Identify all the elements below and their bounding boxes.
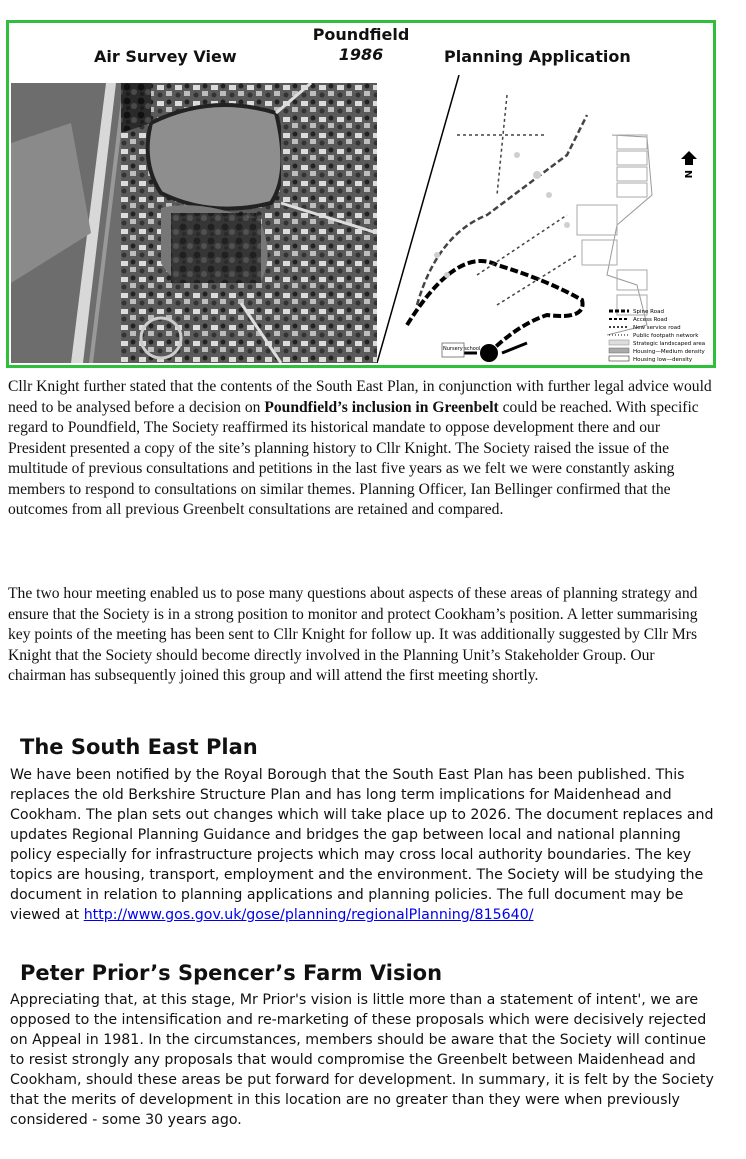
paragraph-text: Cllr Knight further stated that the contents of the South East Plan, in conjunction with further legal advice would need to be analysed before a decision on: [8, 378, 712, 416]
planning-map: [377, 75, 711, 363]
legend-item: New service road: [633, 325, 681, 331]
legend-item: Access Road: [633, 317, 668, 323]
spencers-farm-heading: Peter Prior’s Spencer’s Farm Vision: [20, 961, 443, 985]
legend-item: Strategic landscaped area: [633, 341, 706, 347]
spencers-farm-body: Appreciating that, at this stage, Mr Prior's vision is little more than a statement of intent', we are opposed to the intensification and re-marketing of these proposals which were decisively rejected on Appeal in 1981. In the circumstances, members should be aware that the Society will continue to resist strongly any proposals that would compromise the Greenbelt between Maidenhead and Cookham, should these areas be put forward for development. In summary, it is felt by the Society that the merits of development in this location are no greater than they were when previously considered - some 30 years ago.: [10, 992, 714, 1128]
regional-planning-link[interactable]: http://www.gos.gov.uk/gose/planning/regionalPlanning/815640/: [83, 907, 534, 923]
south-east-plan-heading: The South East Plan: [20, 735, 258, 759]
figure-year: 1986: [338, 45, 384, 64]
aerial-photo: [11, 83, 377, 363]
planning-application-label: Planning Application: [444, 47, 631, 66]
svg-text:N: N: [682, 170, 693, 179]
meeting-paragraph-2: The two hour meeting enabled us to pose many questions about aspects of these areas of planning strategy and ensure that the Society is in a strong position to monitor and protect Cookham’s position. A letter summarising key points of the meeting has been sent to Cllr Knight for follow up. It was additionally suggested by Cllr Mrs Knight that the Society should become directly involved in the Planning Unit’s Stakeholder Group. Our chairman has subsequently joined this group and will attend the first meeting shortly.: [8, 585, 698, 684]
paragraph-bold-text: Poundfield’s inclusion in Greenbelt: [264, 398, 499, 416]
legend-item: Housing low—density: [633, 357, 693, 363]
poundfield-figure: [6, 20, 716, 368]
air-survey-label: Air Survey View: [94, 47, 237, 66]
nursery-school-label: Nursery school: [443, 346, 481, 352]
paragraph-text: could be reached. With specific regard to Poundfield, The Society reaffirmed its historical mandate to oppose development there and our President presented a copy of the site’s planning history to Cllr Knight. The Society raised the issue of the multitude of previous consultations and petitions in the last five years as we felt we were constantly asking members to respond to consultations on similar themes. Planning Officer, Ian Bellinger confirmed that the outcomes from all previous Greenbelt consultations are retained and compared.: [8, 398, 699, 518]
section-text: We have been notified by the Royal Borough that the South East Plan has been published. This replaces the old Berkshire Structure Plan and has long term implications for Maidenhead and Cookham. The plan sets out changes which will take place up to 2026. The document replaces and updates Regional Planning Guidance and bridges the gap between local and national planning policy especially for infrastructure projects which may cross local authority boundaries. The key topics are housing, transport, employment and the environment. The Society will be studying the document in relation to planning applications and planning policies. The full document may be viewed at: [10, 767, 714, 923]
south-east-plan-body: [10, 765, 716, 925]
legend-item: Public footpath network: [633, 333, 699, 339]
meeting-paragraph-1: [8, 377, 714, 521]
figure-title: Poundfield: [312, 25, 410, 44]
legend-item: Housing—Medium density: [633, 349, 705, 355]
legend-item: Spine Road: [633, 309, 664, 315]
